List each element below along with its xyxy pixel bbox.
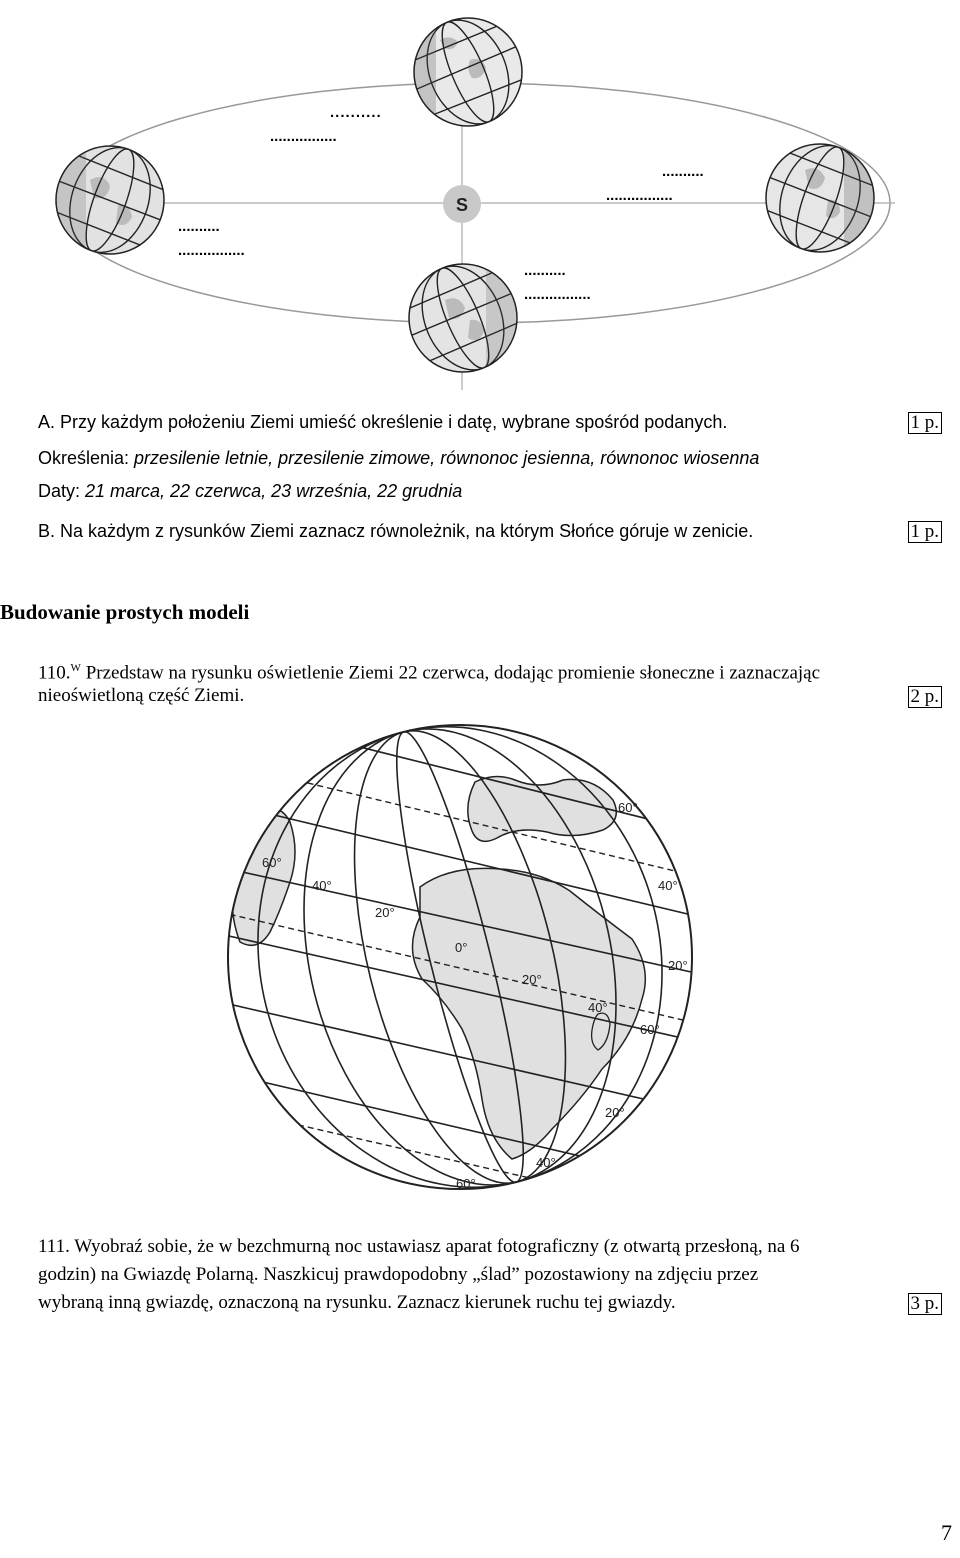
question-b-points: 1 p. <box>908 521 943 543</box>
label-40n-left: 40° <box>312 878 332 893</box>
blank-top-2: ................ <box>270 128 337 145</box>
label-40-right: 40° <box>658 878 678 893</box>
label-40-bottom: 40° <box>536 1155 556 1170</box>
q111-line2: godzin) na Gwiazdę Polarną. Naszkicuj prawdopodobny „ślad” pozostawiony na zdjęciu przez <box>38 1264 759 1285</box>
label-60-south: 60° <box>640 1022 660 1037</box>
blank-left-2: ................ <box>178 242 245 259</box>
question-a-dates <box>38 479 462 503</box>
label-20-right: 20° <box>668 958 688 973</box>
section-title: Budowanie prostych modeli <box>0 600 250 624</box>
dates-list: 21 marca, 22 czerwca, 23 września, 22 grudnia <box>85 481 463 501</box>
label-60-right: 60° <box>618 800 638 815</box>
question-a-terms <box>38 446 759 470</box>
q110-points: 2 p. <box>908 686 943 708</box>
globe-large <box>220 712 700 1202</box>
blank-top-1: .......... <box>330 104 382 121</box>
label-0: 0° <box>455 940 468 955</box>
terms-prefix: Określenia: <box>38 448 135 468</box>
blank-left-1: .......... <box>178 218 220 235</box>
q110-line1 <box>38 656 820 685</box>
europe-shape <box>468 776 617 841</box>
label-20-left: 20° <box>375 905 395 920</box>
q110-number: 110. <box>38 662 71 684</box>
blank-bottom-2: ................ <box>524 286 591 303</box>
question-a-text: A. Przy każdym położeniu Ziemi umieść określenie i datę, wybrane spośród podanych. <box>38 412 728 432</box>
q110-text: Przedstaw na rysunku oświetlenie Ziemi 22 czerwca, dodając promienie słoneczne i zaznaczając <box>85 662 821 684</box>
question-a-points: 1 p. <box>908 412 943 434</box>
sun-label: S <box>455 195 469 215</box>
orbit-diagram <box>0 0 960 400</box>
q111-line3: wybraną inną gwiazdę, oznaczoną na rysunku. Zaznacz kierunek ruchu tej gwiazdy. <box>38 1292 676 1313</box>
question-b-text: B. Na każdym z rysunków Ziemi zaznacz równoleżnik, na którym Słońce góruje w zenicie. <box>38 521 754 541</box>
globe-right-icon <box>766 134 874 261</box>
globe-top-icon <box>410 7 526 136</box>
q110-line2: nieoświetloną część Ziemi. <box>38 685 245 706</box>
terms-list: przesilenie letnie, przesilenie zimowe, równonoc jesienna, równonoc wiosenna <box>134 448 760 468</box>
q111-line1: 111. Wyobraź sobie, że w bezchmurną noc ustawiasz aparat fotograficzny (z otwartą przesłoną, na 6 <box>38 1236 800 1257</box>
label-60-bottom: 60° <box>456 1176 476 1191</box>
globe-bottom-icon <box>405 253 520 382</box>
label-20-south: 20° <box>522 972 542 987</box>
label-20-bottom: 20° <box>605 1105 625 1120</box>
label-40-south: 40° <box>588 1000 608 1015</box>
globe-left-icon <box>56 136 166 263</box>
page-number: 7 <box>941 1520 952 1545</box>
dates-prefix: Daty: <box>38 481 86 501</box>
q111-points: 3 p. <box>908 1293 943 1315</box>
blank-right-2: ................ <box>606 187 673 204</box>
label-60n-left: 60° <box>262 855 282 870</box>
blank-right-1: .......... <box>662 163 704 180</box>
q110-marker: W <box>70 662 81 674</box>
blank-bottom-1: .......... <box>524 262 566 279</box>
